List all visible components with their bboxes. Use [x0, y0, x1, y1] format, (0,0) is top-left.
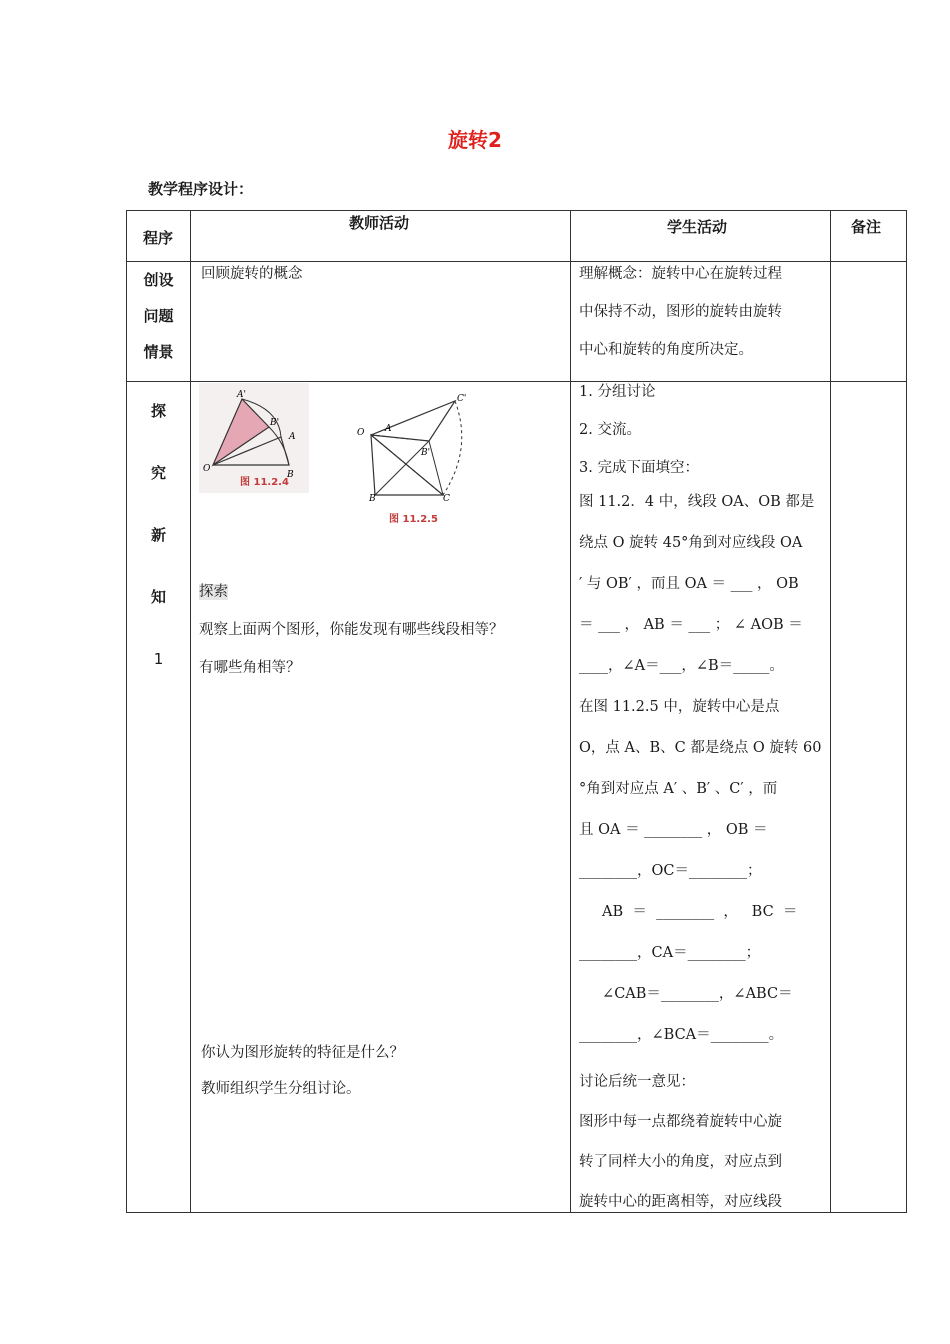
student-fill-in-text — [579, 482, 821, 1056]
teacher-explore-text — [199, 573, 504, 687]
text-line: ____，∠A＝___，∠B＝_____。 — [579, 658, 784, 674]
text-line: ________，∠BCA＝________。 — [579, 1027, 784, 1043]
text-line: 绕点 O 旋转 45°角到对应线段 OA — [579, 535, 803, 551]
text-line: 中保持不动，图形的旋转由旋转 — [579, 304, 782, 320]
figure-caption: 图 11.2.4 — [240, 477, 289, 488]
stage-label: 究 — [150, 464, 166, 482]
label-a: A — [289, 432, 296, 442]
page-title: 旋转2 — [448, 128, 502, 152]
text-line: 教师组织学生分组讨论。 — [201, 1081, 361, 1097]
figure-caption: 图 11.2.5 — [389, 514, 438, 525]
label-o: O — [357, 428, 365, 438]
text-line: 讨论后统一意见： — [579, 1074, 695, 1090]
text-line: 且 OA ＝ ________ ， OB ＝ — [579, 822, 768, 838]
text-line: ′ 与 OB′ ，而且 OA ＝ ___ ， OB — [579, 576, 799, 592]
text-line: 你认为图形旋转的特征是什么？ — [201, 1045, 404, 1061]
text-line: 有哪些角相等？ — [199, 660, 301, 676]
text-line: ∠CAB＝________，∠ABC＝ — [579, 986, 793, 1002]
label-c: C — [443, 494, 450, 501]
text-line: 2. 交流。 — [579, 422, 641, 438]
teacher-review-text — [201, 254, 303, 295]
stage-label: 知 — [150, 588, 166, 606]
text-line: 在图 11.2.5 中，旋转中心是点 — [579, 699, 780, 715]
header-student: 学生活动 — [667, 218, 728, 236]
stage-explore-new — [127, 393, 190, 703]
rotation-figure-11-2-5 — [355, 389, 473, 501]
label-b1: B' — [421, 448, 431, 458]
text-line: 理解概念：旋转中心在旋转过程 — [579, 266, 782, 282]
text-line: 图形中每一点都绕着旋转中心旋 — [579, 1114, 782, 1130]
text-line: 回顾旋转的概念 — [201, 266, 303, 282]
student-list-text — [579, 373, 821, 487]
explore-label: 探索 — [199, 584, 228, 600]
text-line: AB ＝ ________ ， BC ＝ — [579, 904, 798, 920]
label-b1: B' — [270, 418, 280, 428]
header-notes: 备注 — [851, 218, 882, 236]
section-subtitle: 教学程序设计： — [148, 180, 254, 198]
label-c1: C' — [457, 394, 467, 404]
text-line: 图 11.2．4 中，线段 OA、OB 都是 — [579, 494, 815, 510]
header-program: 程序 — [143, 229, 174, 247]
text-line: O，点 A、B、C 都是绕点 O 旋转 60 — [579, 740, 822, 756]
student-conclusion-text — [579, 1062, 821, 1222]
text-line: °角到对应点 A′ 、B′ 、C′ ，而 — [579, 781, 778, 797]
label-o: O — [203, 464, 211, 474]
stage-label: 1 — [153, 650, 164, 668]
text-line: 3. 完成下面填空： — [579, 460, 699, 476]
stage-label: 情景 — [143, 343, 174, 361]
text-line: ________，CA＝________； — [579, 945, 761, 961]
text-line: 1. 分组讨论 — [579, 384, 656, 400]
text-line: ________，OC＝________； — [579, 863, 762, 879]
column-divider — [190, 211, 191, 1212]
text-line: 观察上面两个图形，你能发现有哪些线段相等？ — [199, 622, 504, 638]
text-line: 中心和旋转的角度所决定。 — [579, 342, 753, 358]
column-divider — [570, 211, 571, 1212]
stage-label: 问题 — [143, 307, 174, 325]
label-b: B — [287, 470, 294, 480]
student-understand-text — [579, 255, 821, 369]
text-line: 旋转中心的距离相等，对应线段 — [579, 1194, 782, 1210]
lesson-plan-table — [126, 210, 907, 1213]
header-teacher: 教师活动 — [349, 214, 410, 232]
label-b: B — [369, 494, 376, 501]
column-divider — [830, 211, 831, 1212]
stage-label: 探 — [150, 402, 166, 420]
stage-label: 创设 — [143, 271, 174, 289]
text-line: 转了同样大小的角度，对应点到 — [579, 1154, 782, 1170]
label-a: A — [385, 424, 392, 434]
text-line: ＝ ___ ， AB ＝ ___ ； ∠ AOB ＝ — [579, 617, 803, 633]
stage-create-scenario — [127, 262, 190, 370]
label-a1: A' — [237, 390, 246, 400]
stage-label: 新 — [150, 526, 166, 544]
triangle-rotated — [371, 401, 455, 441]
teacher-discussion-text — [201, 1035, 404, 1107]
